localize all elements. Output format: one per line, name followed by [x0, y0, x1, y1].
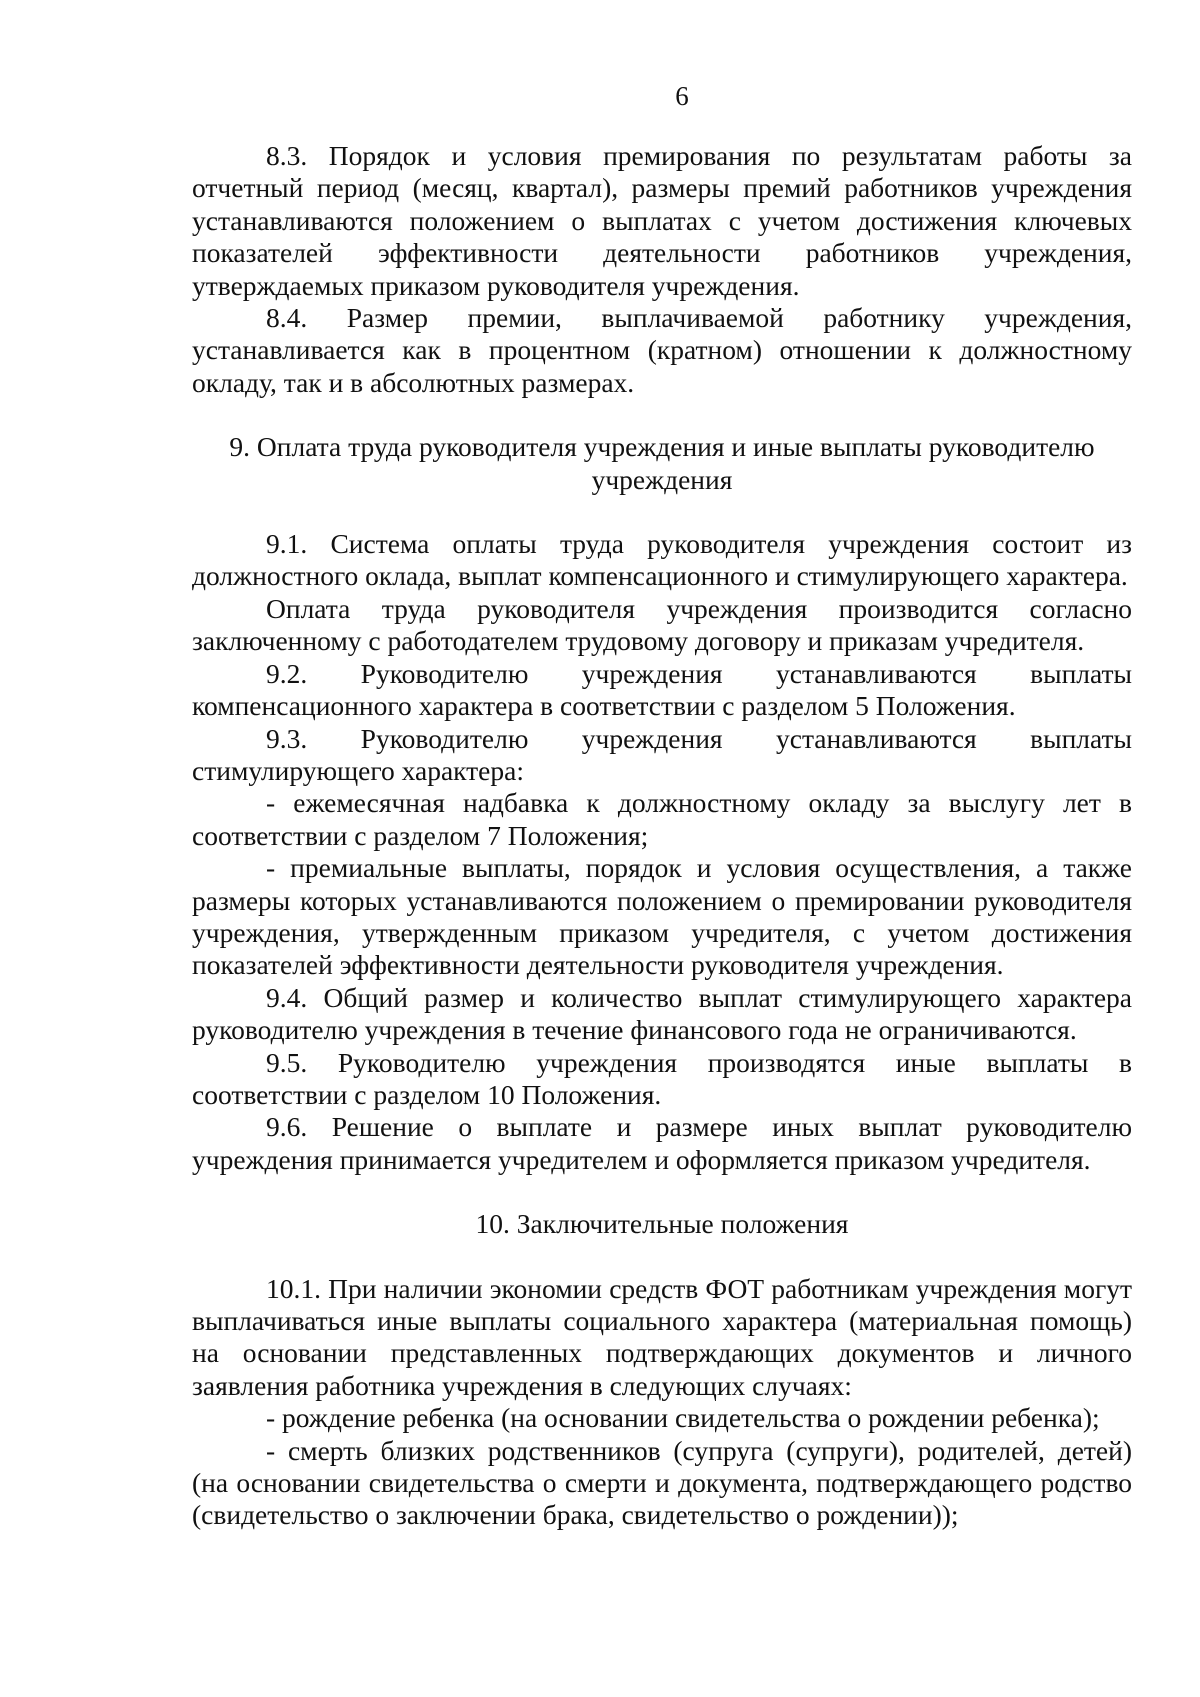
section-9 [192, 431, 1132, 1176]
paragraph-9-3: 9.3. Руководителю учреждения устанавливаются выплаты стимулирующего характера: [192, 722, 1132, 786]
section-9-heading [192, 431, 1132, 496]
section-9-heading-line1: 9. Оплата труда руководителя учреждения и иные выплаты руководителю [229, 431, 1095, 463]
section-8 [192, 140, 1132, 399]
list-item-10-1-b: - смерть близких родственников (супруга (супруги), родителей, детей) (на основании свидетельства о смерти и документа, подтверждающего родство (свидетельство о заключении брака, свидетельство о рождении)); [192, 1434, 1132, 1531]
paragraph-8-3: 8.3. Порядок и условия премирования по результатам работы за отчетный период (месяц, квартал), размеры премий работников учреждения устанавливаются положением о выплатах с учетом достижения ключевых показателей эффективности деятельности работников учреждения, утверждаемых приказом руководителя учреждения. [192, 140, 1132, 301]
paragraph-9-4: 9.4. Общий размер и количество выплат стимулирующего характера руководителю учреждения в течение финансового года не ограничиваются. [192, 981, 1132, 1046]
paragraph-9-1-b: Оплата труда руководителя учреждения производится согласно заключенному с работодателем трудовому договору и приказам учредителя. [192, 592, 1132, 657]
paragraph-10-1: 10.1. При наличии экономии средств ФОТ работникам учреждения могут выплачиваться иные выплаты социального характера (материальная помощь) на основании представленных подтверждающих документов и личного заявления работника учреждения в следующих случаях: [192, 1272, 1132, 1401]
paragraph-8-4: 8.4. Размер премии, выплачиваемой работнику учреждения, устанавливается как в процентном (кратном) отношении к должностному окладу, так и в абсолютных размерах. [192, 302, 1132, 398]
paragraph-9-5: 9.5. Руководителю учреждения производятся иные выплаты в соответствии с разделом 10 Положения. [192, 1046, 1132, 1110]
paragraph-9-1: 9.1. Система оплаты труда руководителя учреждения состоит из должностного оклада, выплат компенсационного и стимулирующего характера. [192, 528, 1132, 592]
document-page [192, 80, 1132, 1532]
list-item-9-3-b: - премиальные выплаты, порядок и условия осуществления, а также размеры которых устанавливаются положением о премировании руководителя учреждения, утвержденным приказом учредителя, с учетом достижения показателей эффективности деятельности руководителя учреждения. [192, 852, 1132, 981]
list-item-9-3-a: - ежемесячная надбавка к должностному окладу за выслугу лет в соответствии с разделом 7 Положения; [192, 787, 1132, 851]
section-10-heading: 10. Заключительные положения [475, 1208, 849, 1240]
page-number: 6 [675, 81, 689, 111]
paragraph-9-2: 9.2. Руководителю учреждения устанавливаются выплаты компенсационного характера в соответствии с разделом 5 Положения. [192, 657, 1132, 722]
section-10 [192, 1208, 1132, 1532]
paragraph-9-6: 9.6. Решение о выплате и размере иных выплат руководителю учреждения принимается учредителем и оформляется приказом учредителя. [192, 1111, 1132, 1175]
section-9-heading-line2: учреждения [591, 463, 733, 495]
list-item-10-1-a: - рождение ребенка (на основании свидетельства о рождении ребенка); [266, 1402, 1100, 1434]
